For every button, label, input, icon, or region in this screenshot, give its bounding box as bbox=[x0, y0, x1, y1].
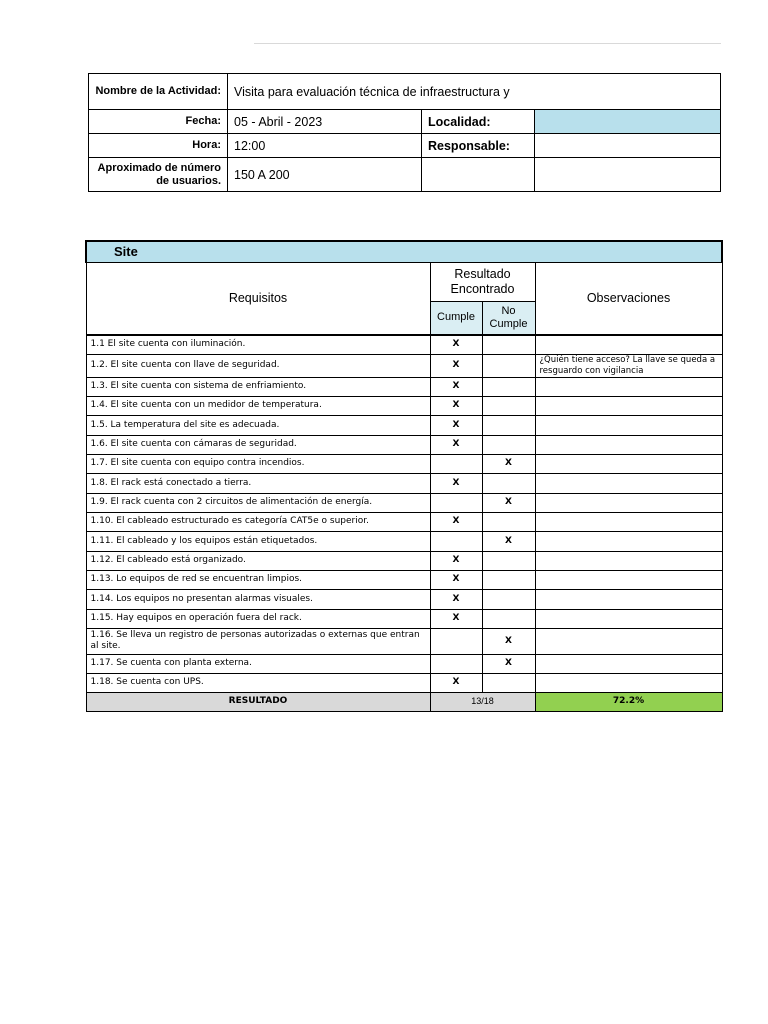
requirement-cell[interactable]: 1.2. El site cuenta con llave de seguridad. bbox=[86, 354, 430, 377]
requirements-header: Requisitos bbox=[86, 262, 430, 335]
requirement-cell[interactable]: 1.15. Hay equipos en operación fuera del rack. bbox=[86, 609, 430, 628]
result-label: RESULTADO bbox=[86, 692, 430, 711]
meets-cell[interactable] bbox=[430, 493, 482, 512]
requirement-cell[interactable]: 1.4. El site cuenta con un medidor de temperatura. bbox=[86, 396, 430, 415]
responsible-label: Responsable: bbox=[422, 134, 535, 158]
requirement-cell[interactable]: 1.7. El site cuenta con equipo contra incendios. bbox=[86, 454, 430, 473]
not-meets-cell[interactable] bbox=[482, 512, 535, 531]
table-row bbox=[86, 377, 722, 396]
not-meets-cell[interactable] bbox=[482, 589, 535, 609]
table-row bbox=[86, 512, 722, 531]
meets-cell[interactable]: X bbox=[430, 570, 482, 589]
table-row bbox=[86, 531, 722, 551]
meets-cell[interactable]: X bbox=[430, 415, 482, 435]
observation-cell[interactable] bbox=[535, 415, 722, 435]
location-label: Localidad: bbox=[422, 110, 535, 134]
requirement-cell[interactable]: 1.18. Se cuenta con UPS. bbox=[86, 673, 430, 692]
requirement-cell[interactable]: 1.3. El site cuenta con sistema de enfriamiento. bbox=[86, 377, 430, 396]
table-row bbox=[86, 628, 722, 654]
users-extra-cell-2[interactable] bbox=[535, 158, 721, 192]
observation-cell[interactable] bbox=[535, 377, 722, 396]
observation-cell[interactable] bbox=[535, 473, 722, 493]
observation-cell[interactable] bbox=[535, 493, 722, 512]
not-meets-header: No Cumple bbox=[482, 301, 535, 335]
observation-cell[interactable] bbox=[535, 551, 722, 570]
table-row bbox=[86, 589, 722, 609]
not-meets-cell[interactable] bbox=[482, 435, 535, 454]
table-row bbox=[86, 609, 722, 628]
not-meets-cell[interactable] bbox=[482, 551, 535, 570]
requirement-cell[interactable]: 1.14. Los equipos no presentan alarmas visuales. bbox=[86, 589, 430, 609]
meets-cell[interactable]: X bbox=[430, 673, 482, 692]
observation-cell[interactable] bbox=[535, 454, 722, 473]
location-value[interactable] bbox=[535, 110, 721, 134]
result-score: 13/18 bbox=[430, 692, 535, 711]
not-meets-cell[interactable]: X bbox=[482, 654, 535, 673]
table-row bbox=[86, 654, 722, 673]
observation-cell[interactable] bbox=[535, 673, 722, 692]
time-label: Hora: bbox=[89, 134, 228, 158]
table-row bbox=[86, 335, 722, 354]
table-row bbox=[86, 454, 722, 473]
result-header: Resultado Encontrado bbox=[430, 262, 535, 301]
table-row bbox=[86, 354, 722, 377]
meets-header: Cumple bbox=[430, 301, 482, 335]
users-value[interactable]: 150 A 200 bbox=[228, 158, 422, 192]
responsible-value[interactable] bbox=[535, 134, 721, 158]
observation-cell[interactable] bbox=[535, 654, 722, 673]
table-row bbox=[86, 570, 722, 589]
observation-cell[interactable] bbox=[535, 628, 722, 654]
requirement-cell[interactable]: 1.11. El cableado y los equipos están etiquetados. bbox=[86, 531, 430, 551]
meets-cell[interactable] bbox=[430, 654, 482, 673]
requirement-cell[interactable]: 1.6. El site cuenta con cámaras de seguridad. bbox=[86, 435, 430, 454]
table-row bbox=[86, 551, 722, 570]
not-meets-cell[interactable]: X bbox=[482, 493, 535, 512]
requirement-cell[interactable]: 1.9. El rack cuenta con 2 circuitos de alimentación de energía. bbox=[86, 493, 430, 512]
meets-cell[interactable]: X bbox=[430, 551, 482, 570]
date-value[interactable]: 05 - Abril - 2023 bbox=[228, 110, 422, 134]
not-meets-cell[interactable] bbox=[482, 415, 535, 435]
observations-header: Observaciones bbox=[535, 262, 722, 335]
not-meets-cell[interactable] bbox=[482, 570, 535, 589]
time-value[interactable]: 12:00 bbox=[228, 134, 422, 158]
meets-cell[interactable] bbox=[430, 454, 482, 473]
not-meets-cell[interactable] bbox=[482, 396, 535, 415]
activity-name-value[interactable]: Visita para evaluación técnica de infraestructura y bbox=[228, 74, 721, 110]
not-meets-cell[interactable]: X bbox=[482, 454, 535, 473]
meets-cell[interactable] bbox=[430, 531, 482, 551]
result-percent: 72.2% bbox=[535, 692, 722, 711]
not-meets-cell[interactable]: X bbox=[482, 531, 535, 551]
not-meets-cell[interactable] bbox=[482, 673, 535, 692]
meets-cell[interactable]: X bbox=[430, 512, 482, 531]
users-label: Aproximado de número de usuarios. bbox=[89, 158, 228, 192]
meets-cell[interactable]: X bbox=[430, 609, 482, 628]
checklist-title: Site bbox=[86, 241, 722, 262]
not-meets-cell[interactable]: X bbox=[482, 628, 535, 654]
site-checklist-table bbox=[85, 240, 723, 712]
not-meets-cell[interactable] bbox=[482, 473, 535, 493]
requirement-cell[interactable]: 1.17. Se cuenta con planta externa. bbox=[86, 654, 430, 673]
requirement-cell[interactable]: 1.16. Se lleva un registro de personas autorizadas o externas que entran al site. bbox=[86, 628, 430, 654]
date-label: Fecha: bbox=[89, 110, 228, 134]
meets-cell[interactable]: X bbox=[430, 589, 482, 609]
observation-cell[interactable] bbox=[535, 531, 722, 551]
observation-cell[interactable]: ¿Quién tiene acceso? La llave se queda a resguardo con vigilancia bbox=[535, 354, 722, 377]
meets-cell[interactable]: X bbox=[430, 396, 482, 415]
observation-cell[interactable] bbox=[535, 609, 722, 628]
table-row bbox=[86, 435, 722, 454]
activity-info-table bbox=[88, 73, 721, 192]
not-meets-cell[interactable] bbox=[482, 335, 535, 354]
observation-cell[interactable] bbox=[535, 435, 722, 454]
requirement-cell[interactable]: 1.5. La temperatura del site es adecuada. bbox=[86, 415, 430, 435]
requirement-cell[interactable]: 1.13. Lo equipos de red se encuentran limpios. bbox=[86, 570, 430, 589]
meets-cell[interactable]: X bbox=[430, 473, 482, 493]
checklist-rows bbox=[86, 335, 722, 692]
not-meets-cell[interactable] bbox=[482, 609, 535, 628]
meets-cell[interactable]: X bbox=[430, 354, 482, 377]
table-row bbox=[86, 673, 722, 692]
users-extra-cell[interactable] bbox=[422, 158, 535, 192]
table-row bbox=[86, 493, 722, 512]
table-row bbox=[86, 415, 722, 435]
requirement-cell[interactable]: 1.1 El site cuenta con iluminación. bbox=[86, 335, 430, 354]
observation-cell[interactable] bbox=[535, 512, 722, 531]
meets-cell[interactable]: X bbox=[430, 377, 482, 396]
table-row bbox=[86, 473, 722, 493]
requirement-cell[interactable]: 1.8. El rack está conectado a tierra. bbox=[86, 473, 430, 493]
activity-name-label: Nombre de la Actividad: bbox=[89, 74, 228, 110]
observation-cell[interactable] bbox=[535, 570, 722, 589]
observation-cell[interactable] bbox=[535, 335, 722, 354]
not-meets-cell[interactable] bbox=[482, 377, 535, 396]
observation-cell[interactable] bbox=[535, 396, 722, 415]
observation-cell[interactable] bbox=[535, 589, 722, 609]
requirement-cell[interactable]: 1.12. El cableado está organizado. bbox=[86, 551, 430, 570]
meets-cell[interactable]: X bbox=[430, 435, 482, 454]
top-divider bbox=[254, 43, 721, 44]
table-row bbox=[86, 396, 722, 415]
not-meets-cell[interactable] bbox=[482, 354, 535, 377]
requirement-cell[interactable]: 1.10. El cableado estructurado es categoría CAT5e o superior. bbox=[86, 512, 430, 531]
meets-cell[interactable] bbox=[430, 628, 482, 654]
meets-cell[interactable]: X bbox=[430, 335, 482, 354]
